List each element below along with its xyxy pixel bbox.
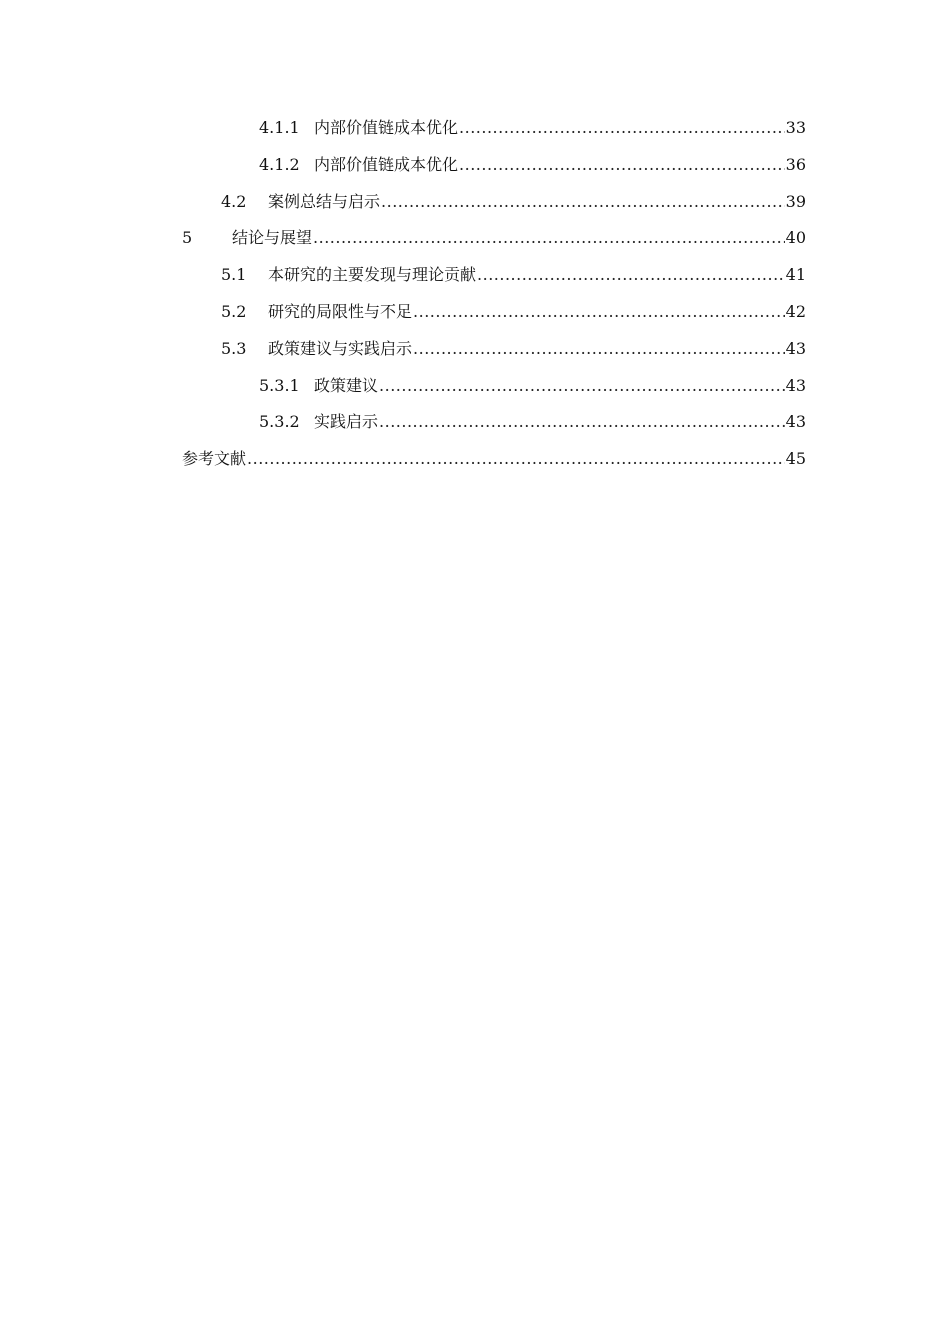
toc-entry-page: 43 — [785, 338, 806, 358]
toc-entry-5-2[interactable] — [221, 294, 806, 331]
toc-entry-title: 研究的局限性与不足 — [268, 301, 413, 321]
dot-leader — [459, 110, 785, 147]
toc-entry-title: 案例总结与启示 — [268, 191, 381, 211]
dot-leader — [381, 184, 785, 221]
toc-entry-5-3-1[interactable] — [259, 368, 806, 405]
toc-entry-number: 5.3.1 — [259, 375, 300, 395]
toc-entry-5-1[interactable] — [221, 257, 806, 294]
dot-leader — [413, 331, 785, 368]
toc-entry-page: 36 — [785, 154, 806, 174]
toc-entry-page: 41 — [785, 265, 806, 285]
toc-entry-4-2[interactable] — [221, 184, 806, 221]
dot-leader — [379, 368, 785, 405]
toc-entry-title: 政策建议 — [314, 375, 379, 395]
dot-leader — [247, 441, 785, 478]
toc-entry-page: 42 — [785, 301, 806, 321]
toc-entry-5-3[interactable] — [221, 331, 806, 368]
toc-entry-number: 5 — [182, 228, 193, 248]
toc-entry-title: 结论与展望 — [232, 228, 313, 248]
toc-entry-page: 39 — [785, 191, 806, 211]
toc-entry-number: 5.3 — [221, 338, 247, 358]
toc-entry-page: 43 — [785, 375, 806, 395]
dot-leader — [477, 257, 785, 294]
toc-entry-references[interactable] — [182, 441, 806, 478]
toc-entry-page: 33 — [785, 118, 806, 137]
toc-entry-number: 5.2 — [221, 301, 247, 321]
toc-entry-title: 内部价值链成本优化 — [314, 154, 459, 174]
toc-entry-number: 5.3.2 — [259, 412, 300, 432]
toc-entry-5-3-2[interactable] — [259, 404, 806, 441]
toc-entry-title: 内部价值链成本优化 — [314, 118, 459, 137]
toc-entry-title: 实践启示 — [314, 412, 379, 432]
toc-entry-title: 参考文献 — [182, 449, 247, 469]
toc-entry-number: 4.1.2 — [259, 154, 300, 174]
toc-entry-title: 政策建议与实践启示 — [268, 338, 413, 358]
dot-leader — [413, 294, 785, 331]
toc-entry-5[interactable] — [182, 220, 806, 257]
dot-leader — [459, 147, 785, 184]
toc-entry-page: 40 — [785, 228, 806, 248]
toc-entry-number: 5.1 — [221, 265, 247, 285]
toc-entry-4-1-1[interactable] — [259, 110, 806, 147]
toc-entry-title: 本研究的主要发现与理论贡献 — [268, 265, 477, 285]
toc-entry-page: 43 — [785, 412, 806, 432]
table-of-contents — [182, 110, 806, 478]
toc-entry-number: 4.1.1 — [259, 118, 300, 137]
toc-entry-page: 45 — [785, 449, 806, 469]
dot-leader — [313, 220, 785, 257]
dot-leader — [379, 404, 785, 441]
toc-entry-number: 4.2 — [221, 191, 247, 211]
toc-entry-4-1-2[interactable] — [259, 147, 806, 184]
